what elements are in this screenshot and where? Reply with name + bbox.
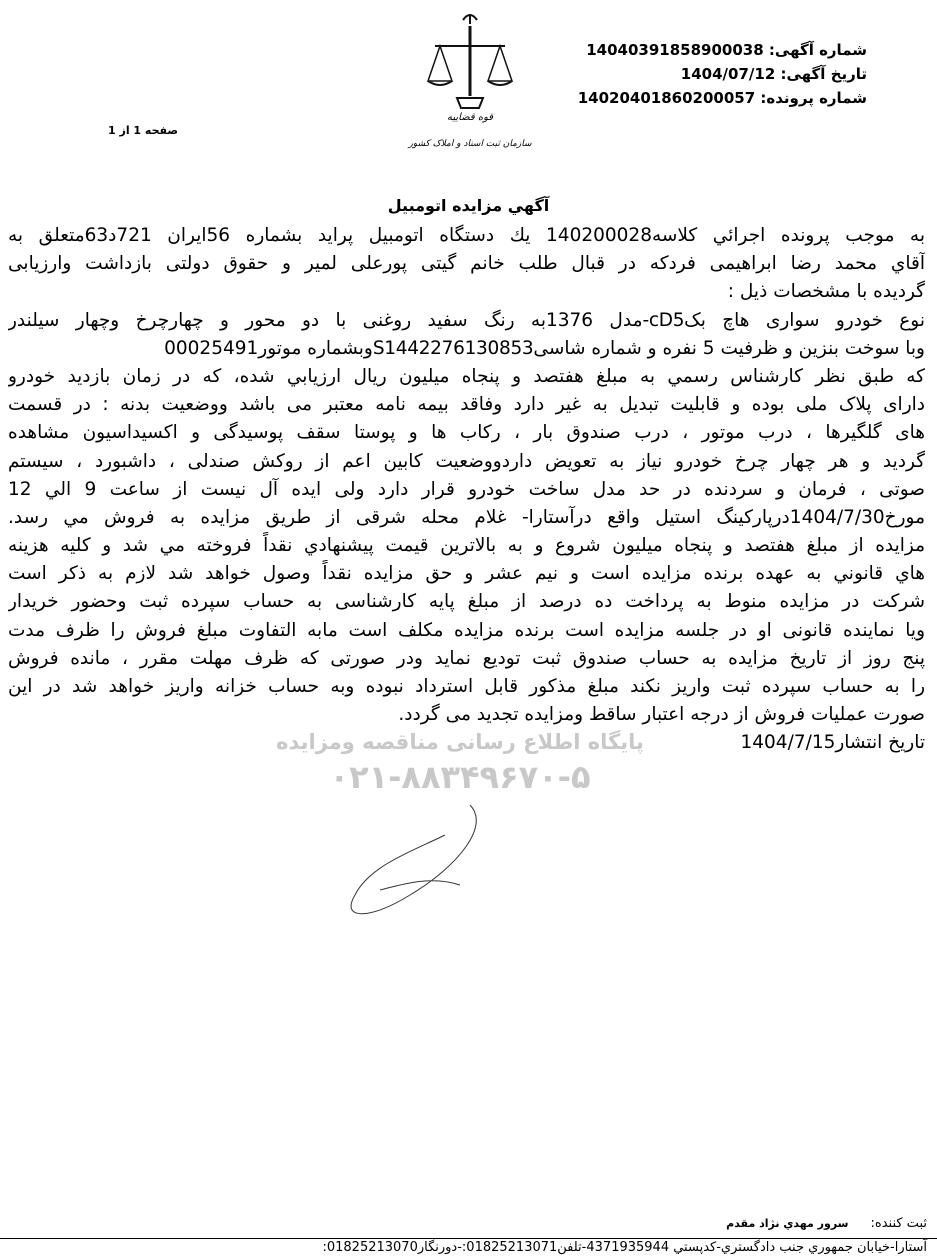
body-line: ويا نماينده قانونی او در جلسه مزايده است برنده مزايده مكلف است مابه التفاوت مبلغ فروش را ظرف مدت bbox=[8, 619, 925, 641]
body-line: صوتی ، فرمان و سردنده در حد مدل ساخت خودرو قرار دارد ولی ايده آل نيست از ساعت 9 الي 12 bbox=[8, 478, 925, 500]
body-line: دارای پلاک ملی بوده و قابليت تبديل به غير دارد وفاقد بيمه نامه معتبر می باشد ووضعيت بدنه : در قسمت bbox=[8, 394, 925, 416]
ad-number-row: شماره آگهی: 14040391858900038 bbox=[586, 41, 867, 59]
body-line: نوع خودرو سواری هاچ بکcD5-مدل 1376به رنگ سفيد روغنی با دو محور و چهارچرخ وچهار سيلندر bbox=[8, 309, 925, 331]
footer-divider bbox=[0, 1238, 937, 1239]
body-line: شركت در مزايده منوط به پرداخت ده درصد از مبلغ پايه كارشناسی به حساب سپرده ثبت وحضور خريدار bbox=[8, 591, 925, 613]
body-line: تاريخ انتشار1404/7/15 bbox=[740, 732, 925, 754]
page-number: صفحه 1 از 1 bbox=[108, 124, 179, 137]
body-line: گرديده با مشخصات ذيل : bbox=[727, 281, 925, 303]
svg-text:سازمان ثبت اسناد و املاک کشور: سازمان ثبت اسناد و املاک کشور bbox=[408, 139, 532, 149]
signature bbox=[340, 795, 510, 925]
body-line: مزايده از مبلغ هفتصد و پنجاه ميليون شروع و به بالاترين قيمت پيشنهادي نقداً فروخته مي شد و كليه هزينه bbox=[8, 535, 925, 557]
case-number: 14020401860200057 bbox=[577, 89, 756, 107]
ad-date: 1404/07/12 bbox=[680, 65, 776, 83]
ad-number: 14040391858900038 bbox=[586, 41, 764, 59]
ad-date-row: تاریخ آگهی: 1404/07/12 bbox=[680, 65, 867, 83]
judiciary-logo bbox=[395, 8, 545, 158]
ad-metadata bbox=[578, 38, 867, 110]
case-number-row: شماره پرونده: 14020401860200057 bbox=[577, 89, 867, 107]
registrar-label: ثبت كننده: bbox=[870, 1216, 927, 1231]
body-line: هاي قانوني به عهده برنده مزايده است و نيم عشر و حق مزايده نقداً وصول خواهد شد لازم به ذكر است bbox=[8, 563, 925, 585]
body-line: را به حساب سپرده ثبت واريز نكند مبلغ مذكور قابل استرداد نبوده وبه حساب خزانه واريز خواهد شد در اين bbox=[8, 676, 925, 697]
body-line: پنج روز از تاريخ مزايده به حساب صندوق ثبت توديع نمايد ودر صورتی كه ظرف مهلت مقرر ، مانده فروش bbox=[8, 647, 925, 669]
svg-text:قوه قضاییه: قوه قضاییه bbox=[446, 112, 494, 123]
office-address: آستارا-خيابان جمهوري جنب دادگستري-كدپستي 4371935944-تلفن01825213071:-دورنگار01825213070: bbox=[322, 1240, 927, 1255]
registrar-name: سرور مهدي نژاد مقدم bbox=[726, 1217, 849, 1230]
body-line: گرديد و هر چهار چرخ خودرو نياز به تعويض داردووضعيت کابين اعم از روکش صندلی ، داشبورد ، سيستم bbox=[8, 450, 925, 472]
body-line: صورت عمليات فروش از درجه اعتبار ساقط ومزايده تجديد می گردد. bbox=[398, 704, 925, 726]
watermark: پایگاه اطلاع رسانی مناقصه ومزایده ۰۲۱-۸۸۳۴۹۶۷۰-۵ bbox=[276, 730, 644, 796]
body-line: آقاي محمد رضا ابراهيمی فردکه در قبال طلب خانم گيتی پورعلی لمير و حقوق دولتی بازداشت وارزيابی bbox=[8, 253, 925, 275]
body-line: وبا سوخت بنزين و ظرفيت 5 نفره و شماره شاسیS1442276130853وبشماره موتور00025491 bbox=[164, 337, 925, 359]
registrar bbox=[726, 1216, 927, 1231]
body-line: كه طبق نظر كارشناس رسمي به مبلغ هفتصد و پنجاه ميليون ريال ارزيابي شده، كه در زمان بازديد خودرو bbox=[8, 365, 925, 387]
body-line: مورخ1404/7/30درپارکينگ استيل واقع درآستارا- غلام محله شرقی از طريق مزايده به فروش مي رسد. bbox=[8, 506, 925, 528]
notice-body bbox=[8, 222, 925, 758]
body-line: به موجب پرونده اجرائي كلاسه140200028 يك دستگاه اتومبيل پرايد بشماره 56ايران 721د63متعلق به bbox=[8, 225, 925, 246]
body-line: های گلگيرها ، درب موتور ، درب صندوق بار ، رکاب ها و پوستا سقف پوسيدگی و اکسيداسيون مشاهده bbox=[8, 422, 925, 444]
document-title: آگهي مزايده اتومبيل bbox=[387, 196, 550, 215]
